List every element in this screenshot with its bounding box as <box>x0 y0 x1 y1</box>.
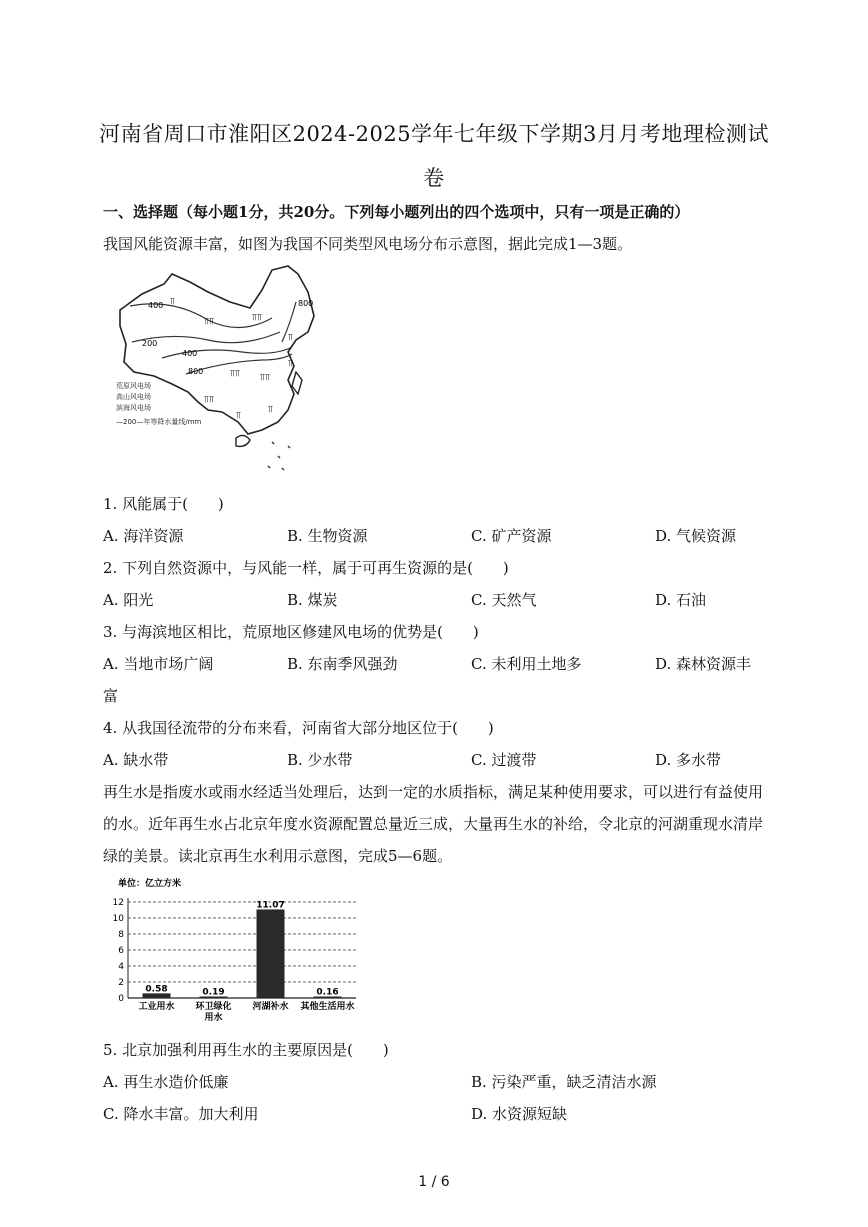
wind-turbine-icon: ⫪⫪ <box>230 369 241 379</box>
wind-turbine-icon: ⫪⫪ <box>204 395 215 405</box>
q5-option-c[interactable]: C. 降水丰富。加大利用 <box>103 1105 259 1123</box>
chart-y-tick-label: 2 <box>118 978 124 988</box>
chart-y-tick-label: 0 <box>118 994 124 1004</box>
q2-stem: 2. 下列自然资源中，与风能一样，属于可再生资源的是( ) <box>103 559 509 577</box>
q1-option-c[interactable]: C. 矿产资源 <box>471 527 552 545</box>
wind-turbine-icon: ⫪ <box>268 405 274 415</box>
wind-turbine-icon: ⫪⫪ <box>260 373 271 383</box>
chart-unit-title: 单位：亿立方米 <box>118 879 182 889</box>
chart-value-label: 0.19 <box>202 987 225 998</box>
isoline-label: 200 <box>142 339 158 348</box>
wind-turbine-icon: ⫪ <box>288 359 294 369</box>
wind-turbine-icon: ⫪ <box>288 333 294 343</box>
q1-option-b[interactable]: B. 生物资源 <box>287 527 368 545</box>
chart-category-label: 环卫绿化 <box>195 1002 232 1012</box>
section-heading: 一、选择题（每小题1分，共20分。下列每小题列出的四个选项中，只有一项是正确的） <box>103 203 690 221</box>
wind-turbine-icon: ⫪ <box>170 297 176 307</box>
q4-option-b[interactable]: B. 少水带 <box>287 751 353 769</box>
legend-isoline: —200—年等降水量线/mm <box>116 418 202 426</box>
taiwan-island <box>292 372 302 394</box>
chart-value-label: 0.16 <box>316 987 339 998</box>
q4-option-c[interactable]: C. 过渡带 <box>471 751 537 769</box>
q2-option-c[interactable]: C. 天然气 <box>471 591 537 609</box>
q3-option-d[interactable]: D. 森林资源丰 <box>655 655 752 673</box>
q1-option-a[interactable]: A. 海洋资源 <box>103 527 184 545</box>
chart-y-tick-label: 4 <box>118 962 124 972</box>
q4-option-a[interactable]: A. 缺水带 <box>103 751 169 769</box>
chart-category-label: 工业用水 <box>138 1002 175 1012</box>
hainan-island <box>236 435 250 446</box>
q4-stem: 4. 从我国径流带的分布来看，河南省大部分地区位于( ) <box>103 719 494 737</box>
chart-bar <box>257 909 285 998</box>
q2-option-b[interactable]: B. 煤炭 <box>287 591 338 609</box>
chart-value-label: 0.58 <box>145 984 168 995</box>
q3-option-b[interactable]: B. 东南季风强劲 <box>287 655 398 673</box>
chart-category-label: 其他生活用水 <box>300 1002 355 1012</box>
reclaimed-water-bar-chart <box>104 874 376 1030</box>
wind-turbine-icon: ⫪⫪ <box>204 317 215 327</box>
chart-y-tick-label: 10 <box>112 914 124 924</box>
chart-y-tick-label: 8 <box>118 930 124 940</box>
wind-turbine-icon: ⫪⫪ <box>252 313 263 323</box>
intro-wind: 我国风能资源丰富，如图为我国不同类型风电场分布示意图，据此完成1—3题。 <box>103 235 633 253</box>
q2-option-d[interactable]: D. 石油 <box>655 591 707 609</box>
q3-option-a[interactable]: A. 当地市场广阔 <box>103 655 214 673</box>
map-legend <box>116 381 202 426</box>
legend-wasteland: 荒原风电场 <box>116 382 151 390</box>
legend-coastal: 滨海风电场 <box>116 404 151 412</box>
isoline-label: 800 <box>298 299 314 308</box>
chart-value-label: 11.07 <box>256 900 285 911</box>
exam-title <box>60 112 808 200</box>
isoline-label: 400 <box>148 301 164 310</box>
title-line-2: 卷 <box>423 166 445 190</box>
title-line-1: 河南省周口市淮阳区2024-2025学年七年级下学期3月月考地理检测试 <box>99 122 769 146</box>
isoline-label: 400 <box>182 349 198 358</box>
q5-option-a[interactable]: A. 再生水造价低廉 <box>103 1073 229 1091</box>
chart-category-label: 用水 <box>204 1013 223 1023</box>
south-sea-dots <box>268 442 290 470</box>
q1-stem: 1. 风能属于( ) <box>103 495 224 513</box>
isoline-label: 800 <box>188 367 204 376</box>
q5-option-d[interactable]: D. 水资源短缺 <box>471 1105 568 1123</box>
q3-option-c[interactable]: C. 未利用土地多 <box>471 655 582 673</box>
q3-option-d-wrap: 富 <box>103 687 119 705</box>
wind-turbine-icon: ⫪ <box>236 411 242 421</box>
q2-option-a[interactable]: A. 阳光 <box>103 591 154 609</box>
legend-mountain: 高山风电场 <box>116 393 151 401</box>
chart-y-tick-label: 12 <box>112 898 124 908</box>
q1-option-d[interactable]: D. 气候资源 <box>655 527 737 545</box>
intro-reclaimed-water: 再生水是指废水或雨水经适当处理后，达到一定的水质指标，满足某种使用要求，可以进行有益使用的水。近年再生水占北京年度水资源配置总量近三成，大量再生水的补给，令北京的河湖重现水清岸绿的美景。读北京再生水利用示意图，完成5—6题。 <box>103 783 764 865</box>
chart-y-tick-label: 6 <box>118 946 124 956</box>
q3-stem: 3. 与海滨地区相比，荒原地区修建风电场的优势是( ) <box>103 623 479 641</box>
chart-category-label: 河湖补水 <box>252 1002 289 1012</box>
page-number: 1 / 6 <box>418 1174 450 1190</box>
q5-stem: 5. 北京加强利用再生水的主要原因是( ) <box>103 1041 389 1059</box>
q5-option-b[interactable]: B. 污染严重，缺乏清洁水源 <box>471 1073 657 1091</box>
q4-option-d[interactable]: D. 多水带 <box>655 751 722 769</box>
china-wind-farm-map <box>112 262 337 477</box>
